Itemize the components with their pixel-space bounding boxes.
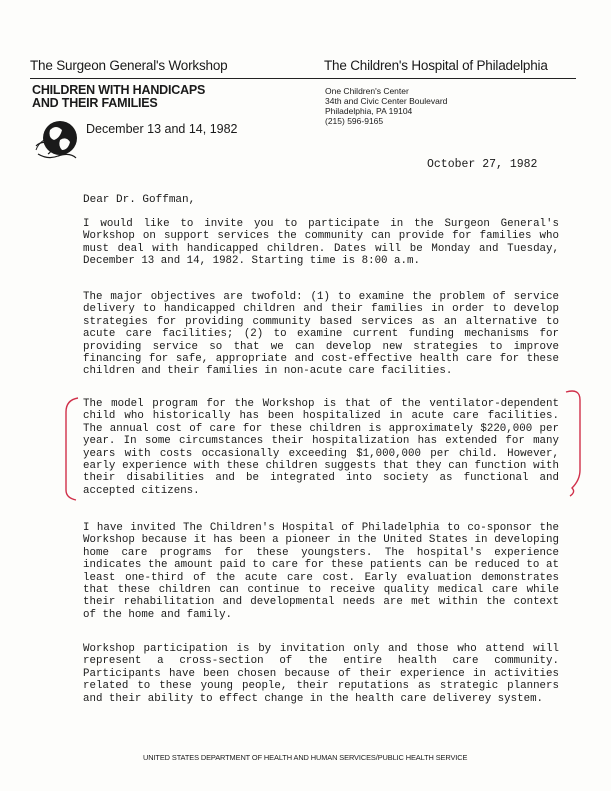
workshop-title bbox=[32, 84, 205, 110]
workshop-title-line2: AND THEIR FAMILIES bbox=[32, 96, 158, 110]
paragraph-participation: Workshop participation is by invitation only and those who attend will represent a cross-section of the entire health care community. Participants have been chosen because of their experience in activities related to these young people, their reputations as strategic planners and their ability to effect change in the health care deliverey system. bbox=[83, 643, 559, 705]
workshop-title-line1: CHILDREN WITH HANDICAPS bbox=[32, 83, 206, 97]
header-divider bbox=[30, 78, 576, 79]
letter-date: October 27, 1982 bbox=[427, 158, 538, 171]
left-bracket-mark bbox=[66, 398, 78, 500]
salutation: Dear Dr. Goffman, bbox=[83, 194, 196, 206]
hospital-address bbox=[325, 86, 447, 126]
right-bracket-mark bbox=[566, 391, 580, 496]
address-phone: (215) 596-9165 bbox=[325, 116, 384, 126]
paragraph-objectives: The major objectives are twofold: (1) to examine the problem of service delivery to handicapped children and their families in order to develop strategies for providing community based services as an alternative to acute care facilities; (2) to examine current funding mechanisms for providing service so that we can develop new strategies to improve financing for safe, appropriate and cost-effective health care for these children and their families in non-acute care facilities. bbox=[83, 291, 559, 378]
workshop-dates: December 13 and 14, 1982 bbox=[86, 122, 238, 136]
family-logo-icon bbox=[30, 116, 86, 164]
paragraph-cosponsor: I have invited The Children's Hospital of Philadelphia to co-sponsor the Workshop because it has been a pioneer in the United States in developing home care programs for these youngsters. The hospital's experience indicates the amount paid to care for these patients can be reduced to at least one-third of the acute care cost. Early evaluation demonstrates that these children can continue to receive quality medical care while their rehabilitation and developmental needs are met within the context of the home and family. bbox=[83, 522, 559, 621]
workshop-org-name: The Surgeon General's Workshop bbox=[30, 58, 228, 73]
footer-department: UNITED STATES DEPARTMENT OF HEALTH AND HUMAN SERVICES/PUBLIC HEALTH SERVICE bbox=[143, 753, 468, 762]
paragraph-model-program: The model program for the Workshop is that of the ventilator-dependent child who historically has been hospitalized in acute care facilities. The annual cost of care for these children is approximately $220,000 per year. In some circumstances their hospitalization has extended for many years with costs occasionally exceeding $1,000,000 per child. However, early experience with these children suggests that they can function with their disabilities and be integrated into society as functional and accepted citizens. bbox=[83, 398, 559, 497]
address-line2: 34th and Civic Center Boulevard bbox=[325, 96, 448, 106]
address-line1: One Children's Center bbox=[325, 86, 409, 96]
address-line3: Philadelphia, PA 19104 bbox=[325, 106, 413, 116]
paragraph-invitation: I would like to invite you to participate in the Surgeon General's Workshop on support services the community can provide for families who must deal with handicapped children. Dates will be Monday and Tuesday, December 13 and 14, 1982. Starting time is 8:00 a.m. bbox=[83, 218, 559, 268]
hospital-org-name: The Children's Hospital of Philadelphia bbox=[324, 58, 548, 73]
